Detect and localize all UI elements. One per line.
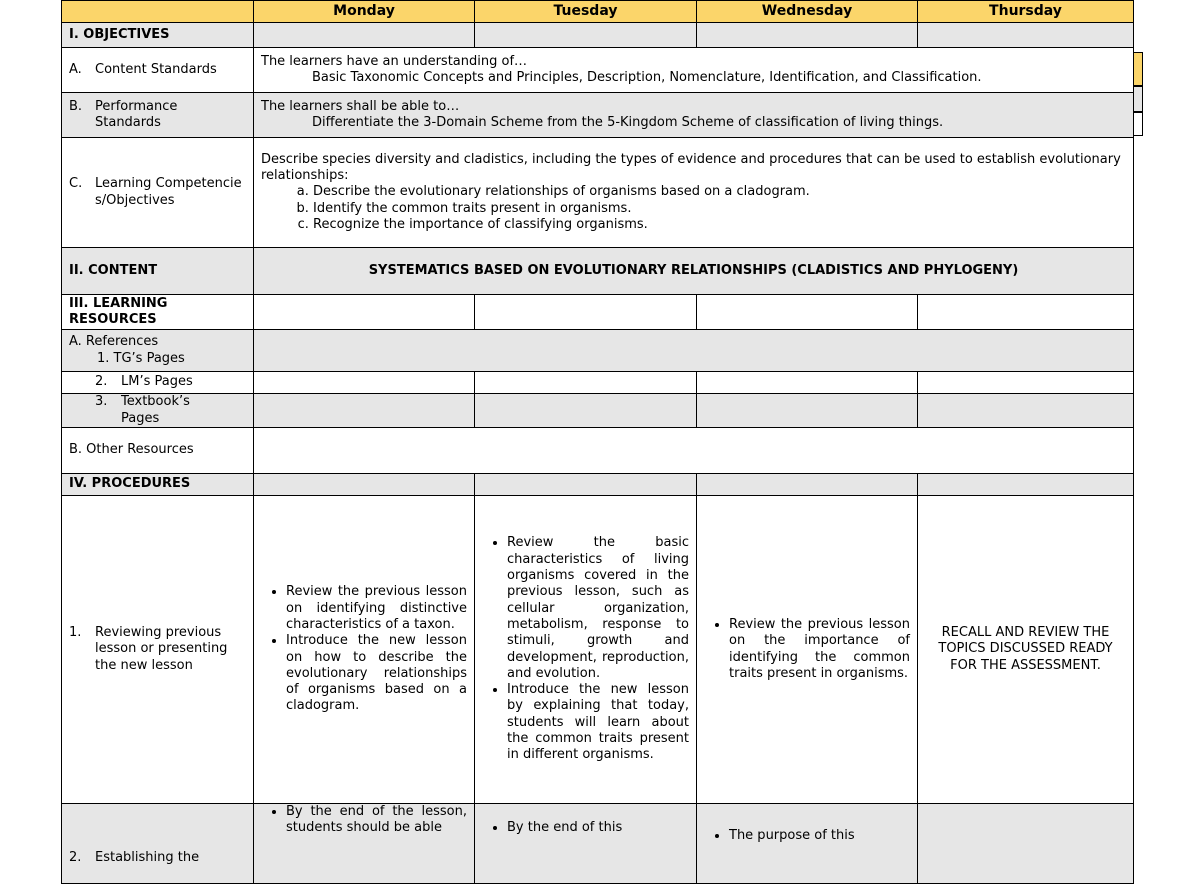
step1-tuesday: [475, 496, 697, 804]
header-thursday: Thursday: [918, 1, 1134, 23]
lm-pages-label: 2. LM’s Pages: [62, 372, 254, 394]
step2-row: [62, 804, 1134, 884]
other-resources-label: B. Other Resources: [62, 428, 254, 474]
objectives-heading: I. OBJECTIVES: [62, 23, 254, 48]
list-item: • Introduce the new lesson on how to describe the evolutionary relationships of organisms based on a cladogram.: [286, 633, 467, 714]
lm-pages-row: [62, 372, 1134, 394]
references-row: [62, 330, 1134, 372]
side-tab-gray: [1133, 86, 1143, 112]
content-standards-text: The learners have an understanding of… Basic Taxonomic Concepts and Principles, Description, Nomenclature, Identification, and Classification.: [254, 48, 1134, 93]
step2-wednesday: [697, 804, 918, 884]
day-header-row: [62, 1, 1134, 23]
side-tab-yellow: [1133, 52, 1143, 86]
other-resources-row: [62, 428, 1134, 474]
resources-row: [62, 295, 1134, 330]
content-row: [62, 248, 1134, 295]
header-wednesday: Wednesday: [697, 1, 918, 23]
list-item: • The purpose of this: [729, 828, 910, 844]
step1-monday: [254, 496, 475, 804]
references-label: A. References 1. TG’s Pages: [62, 330, 254, 372]
lesson-plan-table: [61, 0, 1134, 884]
competencies-list: [261, 184, 1126, 233]
step2-label: 2. Establishing the: [62, 804, 254, 884]
textbook-pages-label: 3. Textbook’s Pages: [62, 394, 254, 428]
list-item: • Introduce the new lesson by explaining that today, students will learn about the common traits present in different organisms.: [507, 682, 689, 763]
step2-tuesday: [475, 804, 697, 884]
performance-standards-label: B. Performance Standards: [62, 93, 254, 138]
competency-item: b. Identify the common traits present in organisms.: [313, 201, 1126, 217]
resources-heading: III. LEARNING RESOURCES: [62, 295, 254, 330]
performance-standards-text: The learners shall be able to… Differentiate the 3-Domain Scheme from the 5-Kingdom Scheme of classification of living things.: [254, 93, 1134, 138]
header-tuesday: Tuesday: [475, 1, 697, 23]
procedures-heading: IV. PROCEDURES: [62, 474, 254, 496]
list-item: • Review the previous lesson on identifying distinctive characteristics of a taxon.: [286, 584, 467, 633]
step1-thursday: RECALL AND REVIEW THE TOPICS DISCUSSED READY FOR THE ASSESSMENT.: [918, 496, 1134, 804]
step2-monday: [254, 804, 475, 884]
procedures-row: [62, 474, 1134, 496]
step1-wednesday: [697, 496, 918, 804]
list-item: • Review the basic characteristics of living organisms covered in the previous lesson, such as cellular organization, metabolism, response to stimuli, growth and development, reproduction, and evolution.: [507, 535, 689, 682]
header-monday: Monday: [254, 1, 475, 23]
side-tab-white: [1133, 112, 1143, 136]
competencies-text: Describe species diversity and cladistics, including the types of evidence and procedures that can be used to establish evolutionary relationships: a. Describe the evolutionary relationships of organisms based on a cladogram. b. Identify the common traits present in organisms. c. Recognize the importance of classifying organisms.: [254, 138, 1134, 248]
competencies-label: C. Learning Competencies/Objectives: [62, 138, 254, 248]
performance-standards-row: [62, 93, 1134, 138]
objectives-row: [62, 23, 1134, 48]
list-item: • By the end of the lesson, students should be able: [286, 804, 467, 837]
content-heading: II. CONTENT: [62, 248, 254, 295]
step1-row: [62, 496, 1134, 804]
textbook-pages-row: [62, 394, 1134, 428]
content-topic: SYSTEMATICS BASED ON EVOLUTIONARY RELATIONSHIPS (CLADISTICS AND PHYLOGENY): [254, 248, 1134, 295]
list-item: • By the end of this: [507, 820, 689, 836]
competencies-row: [62, 138, 1134, 248]
competency-item: c. Recognize the importance of classifying organisms.: [313, 217, 1126, 233]
step1-label: 1. Reviewing previous lesson or presenting the new lesson: [62, 496, 254, 804]
content-standards-row: [62, 48, 1134, 93]
competency-item: a. Describe the evolutionary relationships of organisms based on a cladogram.: [313, 184, 1126, 200]
header-blank-cell: [62, 1, 254, 23]
list-item: • Review the previous lesson on the importance of identifying the common traits present in organisms.: [729, 617, 910, 682]
content-standards-label: A. Content Standards: [62, 48, 254, 93]
